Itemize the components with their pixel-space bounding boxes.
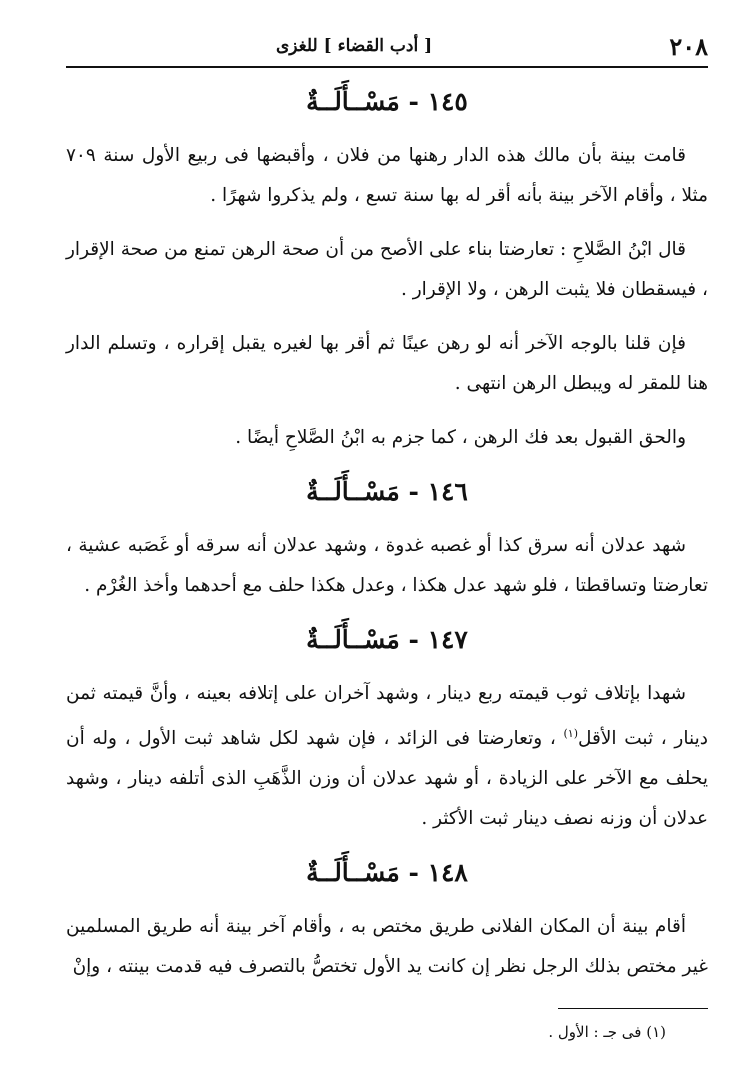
section-heading: ١٤٥ - مَسْــأَلَــةٌ: [306, 87, 468, 116]
paragraph: فإن قلنا بالوجه الآخر أنه لو رهن عينًا ثم أقر بها لغيره يقبل إقراره ، وتسلم الدار هنا للمقر له ويبطل الرهن انتهى .: [66, 333, 708, 394]
section-heading: ١٤٨ - مَسْــأَلَــةٌ: [306, 858, 468, 888]
paragraph: شهد عدلان أنه سرق كذا أو غصبه غدوة ، وشهد عدلان أنه سرقه أو غَصَبه عشية ، تعارضتا وتساقطتا ، فلو شهد عدل هكذا ، وعدل هكذا حلف مع أحدهما وأخذ الغُرْم .: [66, 535, 708, 596]
footnote: (١) فى جـ : الأول .: [548, 1023, 666, 1041]
footnote-reference: (١): [563, 727, 579, 740]
paragraph: قامت بينة بأن مالك هذه الدار رهنها من فلان ، وأقبضها فى ربيع الأول سنة ٧٠٩ مثلا ، وأقام الآخر بينة بأنه أقر له بها سنة تسع ، ولم يذكروا شهرًا .: [66, 145, 708, 206]
paragraph: والحق القبول بعد فك الرهن ، كما جزم به ابْنُ الصَّلاحِ أيضًا .: [235, 427, 686, 448]
footnote-divider: [558, 1008, 708, 1009]
page-number: ٢٠٨: [669, 31, 708, 61]
paragraph: قال ابْنُ الصَّلاحِ : تعارضتا بناء على الأصح من أن صحة الرهن تمنع من صحة الإقرار ، فيسقطان فلا يثبت الرهن ، ولا الإقرار .: [66, 239, 708, 300]
section-146: [66, 472, 708, 606]
section-148: [66, 853, 708, 987]
paragraph-part: شهدا بإتلاف ثوب قيمته ربع دينار ، وشهد آخران على إتلافه بعينه ، وأنَّ قيمته ثمن دينار ، ثبت الأقل: [66, 683, 708, 750]
paragraph: أقام بينة أن المكان الفلانى طريق مختص به ، وأقام آخر بينة أنه طريق المسلمين غير مختص بذلك الرجل نظر إن كانت يد الأول تختصُّ بالتصرف فيه قدمت بينته ، وإنْ: [66, 916, 708, 978]
section-heading: ١٤٧ - مَسْــأَلَــةٌ: [306, 625, 468, 654]
paragraph: [66, 674, 708, 839]
page-body: [66, 82, 708, 1001]
page-header: [66, 26, 708, 68]
paragraph-part: ، وتعارضتا فى الزائد ، فإن شهد لكل شاهد ثبت الأول ، وله أن يحلف مع الآخر على الزيادة ، أو شهد عدلان أن وزن الذَّهَبِ الذى أتلفه دينار ، وشهد عدلان أن وزنه نصف دينار ثبت الأكثر .: [66, 728, 708, 830]
section-147: [66, 620, 708, 839]
section-145: [66, 82, 708, 458]
running-title: [ أدب القضاء ] للغزى: [276, 36, 433, 56]
section-heading: ١٤٦ - مَسْــأَلَــةٌ: [306, 477, 468, 506]
